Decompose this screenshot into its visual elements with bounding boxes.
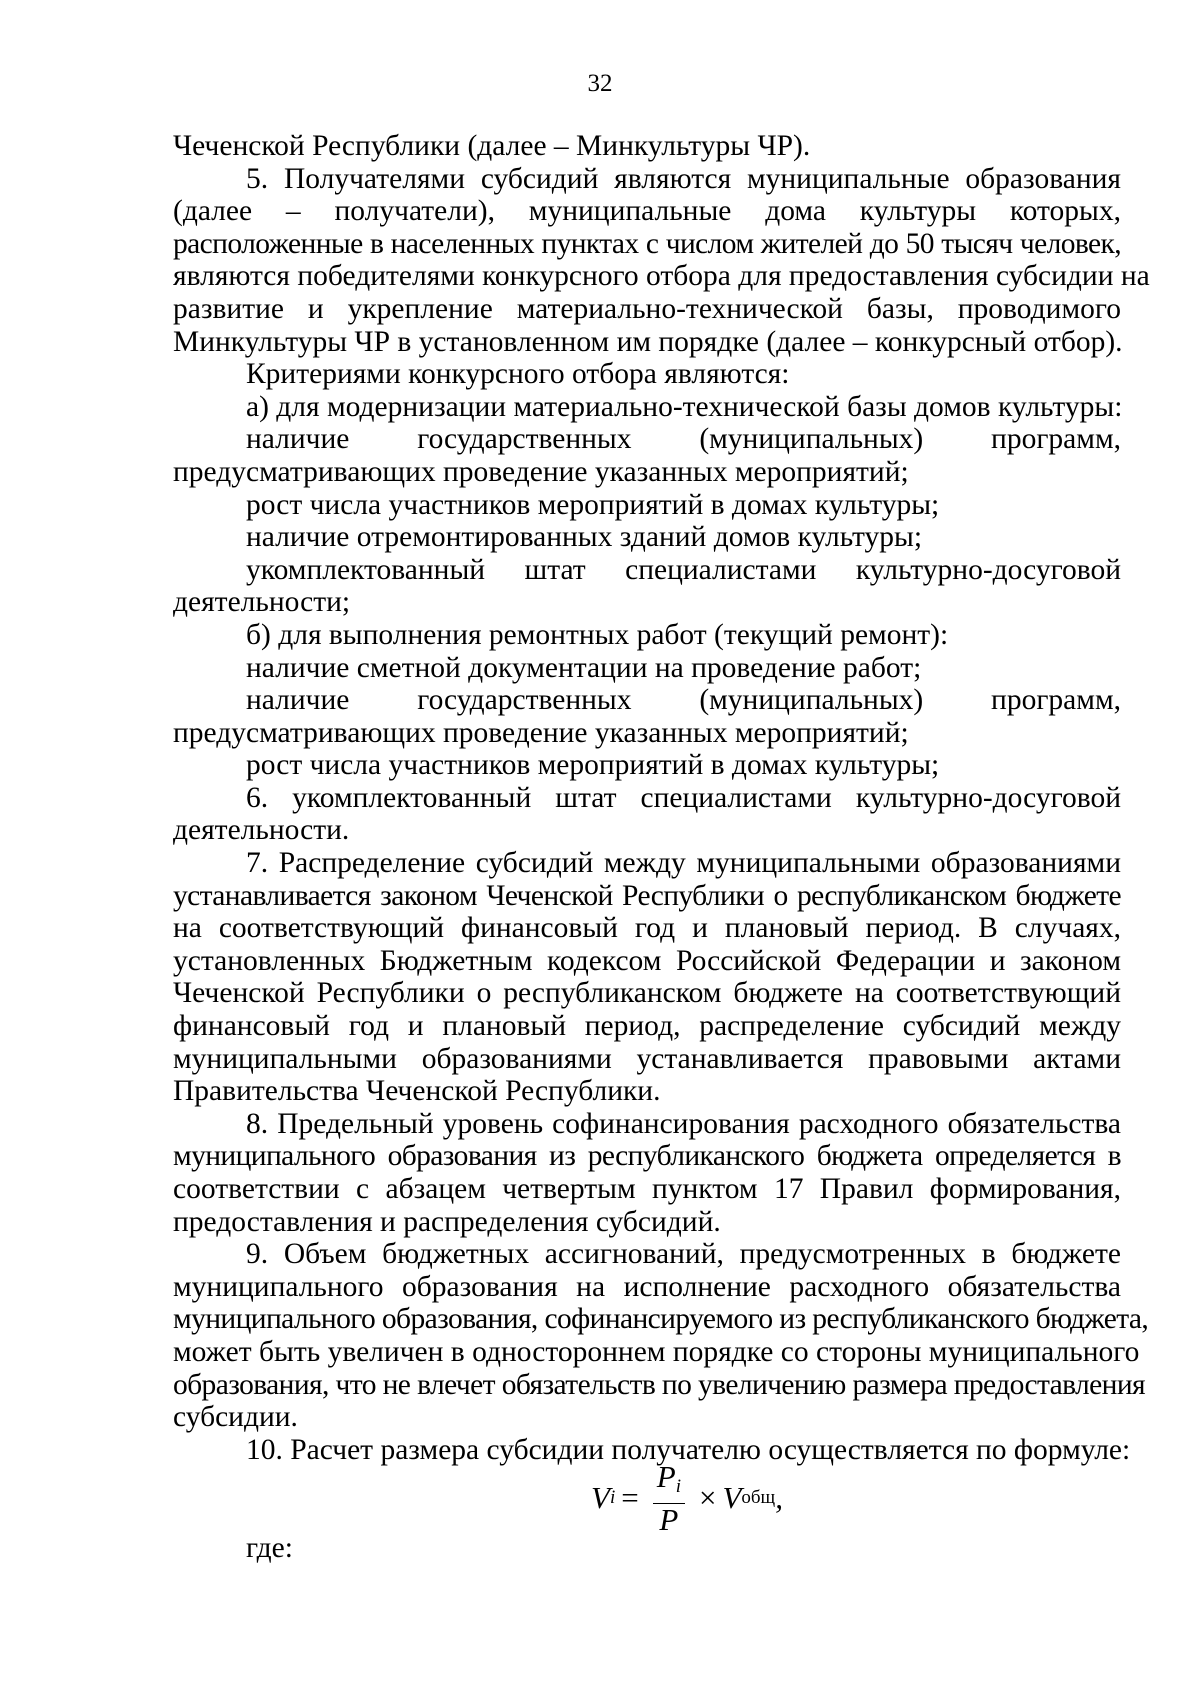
formula-rhs: V xyxy=(722,1480,742,1516)
text-line: 8. Предельный уровень софинансирования расходного обязательства xyxy=(246,1107,1121,1140)
formula-denominator: P xyxy=(659,1501,679,1537)
text-line: устанавливается законом Чеченской Республики о республиканском бюджете xyxy=(173,879,1121,912)
text-line: может быть увеличен в одностороннем порядке со стороны муниципального xyxy=(173,1335,1140,1368)
text-line: Чеченской Республики о республиканском бюджете на соответствующий xyxy=(173,977,1121,1010)
text-line: предоставления и распределения субсидий. xyxy=(173,1205,721,1238)
text-line: 9. Объем бюджетных ассигнований, предусмотренных в бюджете xyxy=(246,1238,1121,1271)
formula-rhs-subscript: общ xyxy=(741,1487,776,1509)
formula-numerator xyxy=(653,1458,685,1504)
text-line: деятельности. xyxy=(173,814,350,847)
text-line: являются победителями конкурсного отбора для предоставления субсидии на xyxy=(173,260,1150,293)
text-line: муниципального образования из республиканского бюджета определяется в xyxy=(173,1140,1121,1173)
text-line: наличие отремонтированных зданий домов культуры; xyxy=(246,521,923,554)
text-line: наличие сметной документации на проведение работ; xyxy=(246,651,922,684)
formula-times: × xyxy=(698,1480,717,1516)
text-line: рост числа участников мероприятий в домах культуры; xyxy=(246,488,940,521)
formula xyxy=(253,1458,1121,1537)
formula-lhs-subscript: i xyxy=(609,1487,616,1509)
text-line: расположенные в населенных пунктах с числом жителей до 50 тысяч человек, xyxy=(173,227,1121,260)
text-line: соответствии с абзацем четвертым пунктом 17 Правил формирования, xyxy=(173,1173,1121,1205)
text-line: Чеченской Республики (далее – Минкультуры ЧР). xyxy=(173,130,811,162)
page-number: 32 xyxy=(587,70,613,97)
text-line: деятельности; xyxy=(173,586,351,619)
text-line: Критериями конкурсного отбора являются: xyxy=(246,358,790,391)
text-line: 10. Расчет размера субсидии получателю осуществляется по формуле: xyxy=(246,1433,1131,1466)
formula-equals: = xyxy=(621,1480,639,1516)
document-body xyxy=(173,130,1150,1565)
text-line: 6. укомплектованный штат специалистами культурно-досуговой xyxy=(246,781,1121,814)
text-line: 7. Распределение субсидий между муниципальными образованиями xyxy=(246,847,1121,880)
text-line: 5. Получателями субсидий являются муниципальные образования xyxy=(246,162,1121,195)
numerator-symbol: P xyxy=(656,1458,676,1494)
text-line: муниципального образования, софинансируемого из республиканского бюджета, xyxy=(173,1303,1149,1336)
text-line: субсидии. xyxy=(173,1401,298,1434)
text-line: где: xyxy=(246,1532,293,1565)
text-line: образования, что не влечет обязательств по увеличению размера предоставления xyxy=(173,1368,1145,1401)
formula-lhs: V xyxy=(591,1480,610,1516)
text-line: Правительства Чеченской Республики. xyxy=(173,1075,661,1108)
text-line: муниципальными образованиями устанавливается правовыми актами xyxy=(173,1042,1121,1075)
text-line: предусматривающих проведение указанных мероприятий; xyxy=(173,455,909,488)
text-line: укомплектованный штат специалистами культурно-досуговой xyxy=(246,553,1121,586)
text-line: а) для модернизации материально-технической базы домов культуры: xyxy=(246,390,1123,423)
subsidy-formula xyxy=(591,1458,783,1537)
text-line: муниципального образования на исполнение расходного обязательства xyxy=(173,1270,1121,1303)
formula-trailing-comma: , xyxy=(775,1480,783,1516)
text-line: предусматривающих проведение указанных мероприятий; xyxy=(173,716,909,749)
text-line: финансовый год и плановый период, распределение субсидий между xyxy=(173,1010,1121,1043)
text-line: установленных Бюджетным кодексом Российской Федерации и законом xyxy=(173,944,1121,977)
numerator-subscript: i xyxy=(675,1475,681,1497)
text-line: б) для выполнения ремонтных работ (текущий ремонт): xyxy=(246,618,949,651)
text-line: рост числа участников мероприятий в домах культуры; xyxy=(246,749,940,782)
text-line: Минкультуры ЧР в установленном им порядке (далее – конкурсный отбор). xyxy=(173,325,1123,358)
text-line: наличие государственных (муниципальных) программ, xyxy=(246,684,1121,717)
text-line: на соответствующий финансовый год и плановый период. В случаях, xyxy=(173,912,1121,945)
text-line: (далее – получатели), муниципальные дома культуры которых, xyxy=(173,195,1121,228)
formula-fraction xyxy=(653,1458,685,1537)
text-line: развитие и укрепление материально-технической базы, проводимого xyxy=(173,292,1121,325)
text-line: наличие государственных (муниципальных) программ, xyxy=(246,423,1121,456)
